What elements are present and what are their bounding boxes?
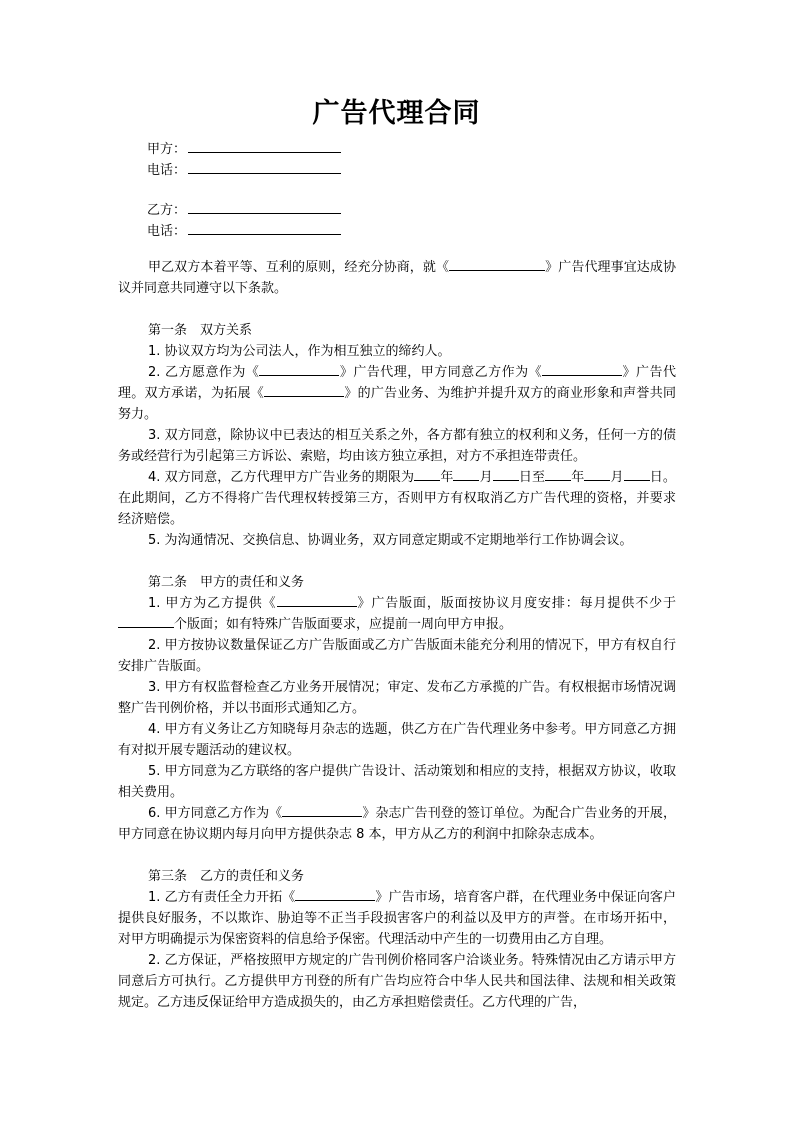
document-title: 广告代理合同 [312, 98, 481, 129]
clause-2-5: 5. 甲方同意为乙方联络的客户提供广告设计、活动策划和相应的支持，根据双方协议，收取相关费用。 [118, 764, 676, 800]
intro-paragraph: 甲乙双方本着平等、互利的原则，经充分协商，就《 》广告代理事宜达成协议并同意共同遵守以下条款。 [118, 257, 676, 299]
clause-3-1: 1. 乙方有责任全力开拓《 》广告市场，培育客户群，在代理业务中保证向客户提供良好服务，不以欺诈、胁迫等不正当手段损害客户的利益以及甲方的声誉。在市场开拓中，对甲方明确提示为保密资料的信息给予保密。代理活动中产生的一切费用由乙方自理。 [118, 887, 676, 950]
party-a-phone-row [147, 159, 341, 181]
blank [259, 362, 339, 376]
clause-1-2: 2. 乙方愿意作为《 》广告代理，甲方同意乙方作为《 》广告代理。双方承诺，为拓展《 》的广告业务、为维护并提升双方的商业形象和声誉共同努力。 [118, 362, 676, 425]
blank [449, 257, 545, 271]
article-2-heading: 第二条 甲方的责任和义务 [148, 575, 305, 590]
party-a-blank[interactable] [188, 138, 341, 153]
blank [118, 614, 174, 628]
blank [584, 467, 610, 481]
blank [414, 467, 440, 481]
blank [493, 467, 519, 481]
clause-1-3: 3. 双方同意，除协议中已表达的相互关系之外，各方都有独立的权利和义务，任何一方的债务或经营行为引起第三方诉讼、索赔，均由该方独立承担，对方不承担连带责任。 [118, 428, 676, 464]
party-a-phone-blank[interactable] [188, 159, 341, 174]
blank [545, 467, 571, 481]
blank [453, 467, 479, 481]
article-3-heading: 第三条 乙方的责任和义务 [148, 869, 305, 884]
clause-2-2: 2. 甲方按协议数量保证乙方广告版面或乙方广告版面未能充分利用的情况下，甲方有权自行安排广告版面。 [118, 638, 676, 674]
blank [542, 362, 622, 376]
party-b-blank[interactable] [188, 199, 341, 214]
clause-2-6: 6. 甲方同意乙方作为《 》杂志广告刊登的签订单位。为配合广告业务的开展，甲方同意在协议期内每月向甲方提供杂志 8 本，甲方从乙方的利润中扣除杂志成本。 [118, 803, 676, 845]
clause-1-1: 1. 协议双方均为公司法人，作为相互独立的缔约人。 [148, 344, 451, 359]
blank [277, 593, 357, 607]
party-b-phone-blank[interactable] [188, 220, 341, 235]
clause-3-2: 2. 乙方保证，严格按照甲方规定的广告刊例价格同客户洽谈业务。特殊情况由乙方请示甲方同意后方可执行。乙方提供甲方刊登的所有广告均应符合中华人民共和国法律、法规和相关政策规定。乙方违反保证给甲方造成损失的，由乙方承担赔偿责任。乙方代理的广告， [118, 953, 676, 1010]
blank [264, 383, 344, 397]
clause-1-4: 4. 双方同意，乙方代理甲方广告业务的期限为 年 月 日至 年 月 日。在此期间，乙方不得将广告代理权转授第三方，否则甲方有权取消乙方广告代理的资格，并要求经济赔偿。 [118, 467, 676, 530]
party-b-phone-row [147, 220, 341, 242]
clause-2-4: 4. 甲方有义务让乙方知晓每月杂志的选题，供乙方在广告代理业务中参考。甲方同意乙方拥有对拟开展专题活动的建议权。 [118, 722, 676, 758]
party-b-row [147, 199, 341, 221]
phone-label: 电话： [147, 163, 187, 178]
contract-body [118, 257, 676, 1013]
clause-2-1: 1. 甲方为乙方提供《 》广告版面，版面按协议月度安排：每月提供不少于个版面；如有特殊广告版面要求，应提前一周向甲方申报。 [118, 593, 676, 635]
party-a-row [147, 138, 341, 160]
clause-2-3: 3. 甲方有权监督检查乙方业务开展情况；审定、发布乙方承揽的广告。有权根据市场情况调整广告刊例价格，并以书面形式通知乙方。 [118, 680, 676, 716]
blank [624, 467, 650, 481]
blank [282, 803, 362, 817]
phone-label: 电话： [147, 224, 187, 239]
clause-1-5: 5. 为沟通情况、交换信息、协调业务，双方同意定期或不定期地举行工作协调会议。 [148, 533, 633, 548]
party-b-label: 乙方： [147, 203, 187, 218]
blank [295, 887, 375, 901]
party-a-label: 甲方： [147, 142, 187, 157]
article-1-heading: 第一条 双方关系 [148, 323, 253, 338]
